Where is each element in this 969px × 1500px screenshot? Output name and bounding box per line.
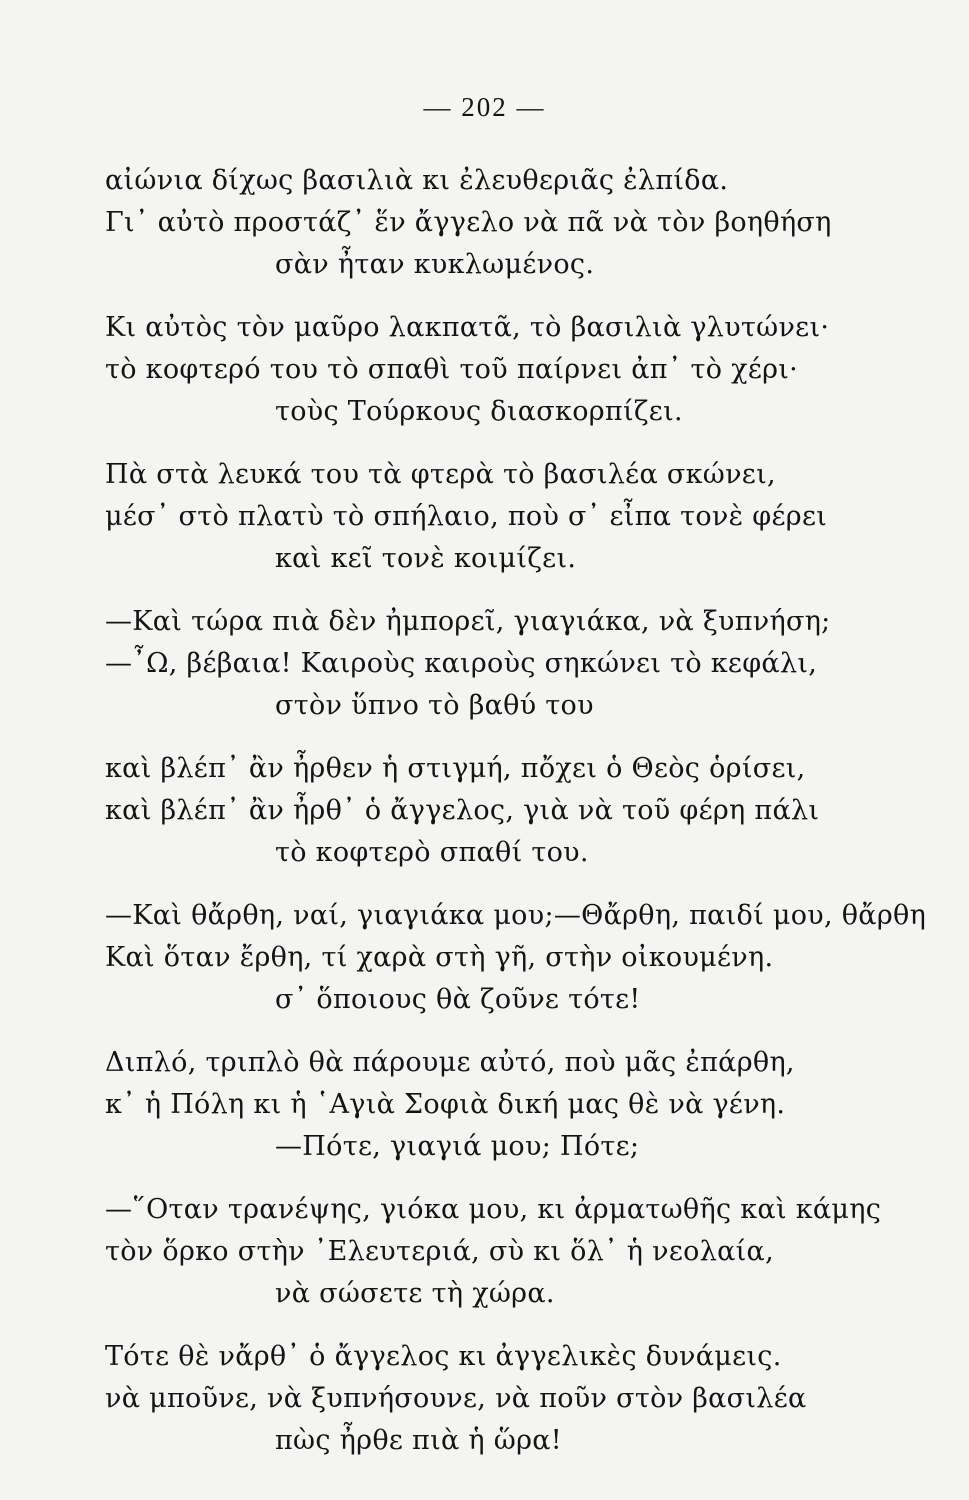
stanza-9	[105, 1336, 905, 1462]
stanza-3	[105, 454, 905, 580]
poem-line: Τότε θὲ νἄρθ᾿ ὁ ἄγγελος κι ἀγγελικὲς δυνάμεις.	[105, 1341, 782, 1372]
poem-line-refrain: στὸν ὕπνο τὸ βαθύ του	[275, 690, 594, 721]
poem-line: Γι᾿ αὐτὸ προστάζ᾿ ἕν ἄγγελο νὰ πᾶ νὰ τὸν βοηθήση	[105, 207, 832, 238]
poem-line: —Καὶ τώρα πιὰ δὲν ἠμπορεῖ, γιαγιάκα, νὰ ξυπνήση;	[105, 606, 831, 637]
stanza-8	[105, 1189, 905, 1315]
poem-line-refrain: καὶ κεῖ τονὲ κοιμίζει.	[275, 543, 577, 574]
poem-line: —῞Οταν τρανέψης, γιόκα μου, κι ἀρματωθῆς καὶ κάμης	[105, 1194, 882, 1225]
poem-line-refrain: τοὺς Τούρκους διασκορπίζει.	[275, 396, 683, 427]
poem-line: καὶ βλέπ᾿ ἂν ἦρθεν ἡ στιγμή, πὄχει ὁ Θεὸς ὁρίσει,	[105, 753, 806, 784]
poem-line-refrain: σὰν ἦταν κυκλωμένος.	[275, 249, 595, 280]
poem-line: Κι αὐτὸς τὸν μαῦρο λακπατᾶ, τὸ βασιλιὰ γλυτώνει·	[105, 312, 830, 343]
stanza-2	[105, 307, 905, 433]
poem-line: μέσ᾿ στὸ πλατὺ τὸ σπήλαιο, ποὺ σ᾿ εἶπα τονὲ φέρει	[105, 501, 828, 532]
page-number: — 202 —	[423, 92, 546, 122]
poem-line: —῏Ω, βέβαια! Καιροὺς καιροὺς σηκώνει τὸ κεφάλι,	[105, 648, 818, 679]
stanza-4	[105, 601, 905, 727]
poem-line-refrain: πὼς ἦρθε πιὰ ἡ ὥρα!	[275, 1425, 562, 1456]
poem-line: αἰώνια δίχως βασιλιὰ κι ἐλευθεριᾶς ἐλπίδα.	[105, 165, 729, 196]
poem-line: τὸν ὅρκο στὴν ᾿Ελευτεριά, σὺ κι ὅλ᾿ ἡ νεολαία,	[105, 1236, 774, 1267]
stanza-1	[105, 160, 905, 286]
poem-line-refrain: —Πότε, γιαγιά μου; Πότε;	[275, 1131, 640, 1162]
poem-line: κ᾿ ἡ Πόλη κι ἡ ῾Αγιὰ Σοφιὰ δική μας θὲ νὰ γένη.	[105, 1089, 786, 1120]
poem-line: Διπλό, τριπλὸ θὰ πάρουμε αὐτό, ποὺ μᾶς ἐπάρθη,	[105, 1047, 795, 1078]
stanza-5	[105, 748, 905, 874]
poem-line-refrain: νὰ σώσετε τὴ χώρα.	[275, 1278, 555, 1309]
poem-body	[105, 160, 927, 1483]
poem-line: τὸ κοφτερό του τὸ σπαθὶ τοῦ παίρνει ἀπ᾿ τὸ χέρι·	[105, 354, 799, 385]
poem-line: —Καὶ θἄρθη, ναί, γιαγιάκα μου;—Θἄρθη, παιδί μου, θἄρθη	[105, 900, 927, 931]
poem-line: νὰ μποῦνε, νὰ ξυπνήσουνε, νὰ ποῦν στὸν βασιλέα	[105, 1383, 807, 1414]
poem-line: καὶ βλέπ᾿ ἂν ἦρθ᾿ ὁ ἄγγελος, γιὰ νὰ τοῦ φέρη πάλι	[105, 795, 820, 826]
poem-line: Πὰ στὰ λευκά του τὰ φτερὰ τὸ βασιλέα σκώνει,	[105, 459, 776, 490]
stanza-6	[105, 895, 927, 1021]
stanza-7	[105, 1042, 905, 1168]
poem-line: Καὶ ὅταν ἔρθη, τί χαρὰ στὴ γῆ, στὴν οἰκουμένη.	[105, 942, 774, 973]
poem-line-refrain: τὸ κοφτερὸ σπαθί του.	[275, 837, 589, 868]
poem-line-refrain: σ᾿ ὅποιους θὰ ζοῦνε τότε!	[275, 984, 641, 1015]
